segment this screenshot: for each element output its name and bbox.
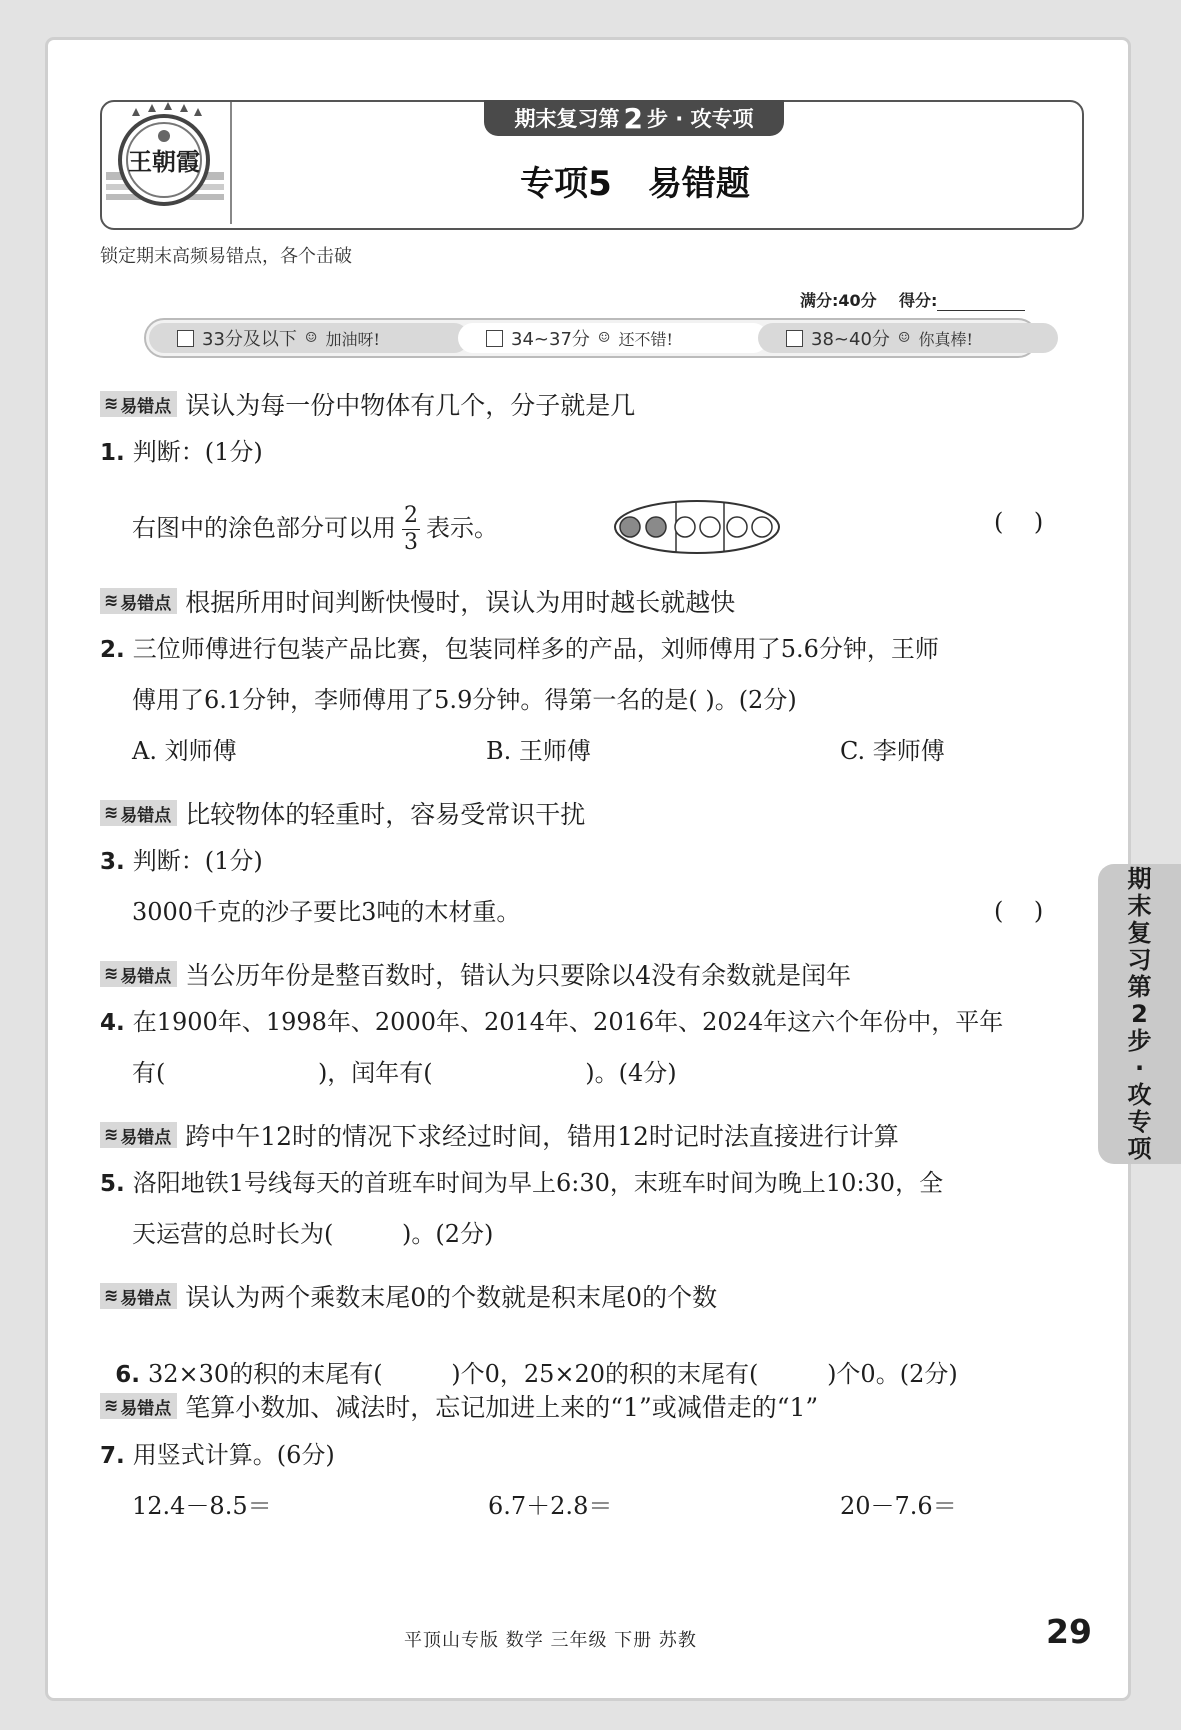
- tag-label: 易错点: [120, 1398, 172, 1419]
- footer-info: 平顶山专版 数学 三年级 下册 苏教: [404, 1630, 697, 1651]
- logo: [102, 102, 232, 224]
- full-score-label: 满分:40分: [800, 291, 877, 310]
- question-number: 7.: [100, 1443, 125, 1469]
- error-point-tag: [100, 588, 177, 614]
- side-tab-char: 第: [1127, 972, 1152, 1001]
- error-point-tag: [100, 961, 177, 987]
- empty-circle: [727, 517, 747, 537]
- tag-label: 易错点: [120, 805, 172, 826]
- tag-label: 易错点: [120, 966, 172, 987]
- calc-problem-3: 20－7.6＝: [840, 1492, 957, 1520]
- question-text: 表示。: [426, 514, 498, 542]
- error-point-tag: [100, 1122, 177, 1148]
- error-point-text: 笔算小数加、减法时，忘记加进上来的“1”或减借走的“1”: [185, 1393, 819, 1422]
- answer-paren[interactable]: ( ): [994, 508, 1044, 536]
- question-text: 用竖式计算。(6分): [132, 1441, 335, 1469]
- question-number: 2.: [100, 637, 125, 663]
- question-number: 1.: [100, 440, 125, 466]
- question-5-line2: 天运营的总时长为( )。(2分): [132, 1220, 494, 1248]
- fraction-denominator: 3: [404, 530, 418, 555]
- question-1-head: [100, 437, 263, 468]
- error-point-row: [100, 1278, 717, 1314]
- eval-range: 33分及以下: [202, 329, 297, 350]
- question-2-line2: 傅用了6.1分钟，李师傅用了5.9分钟。得第一名的是( )。(2分): [132, 686, 797, 714]
- calc-problem-2: 6.7＋2.8＝: [488, 1492, 613, 1520]
- answer-paren[interactable]: ( ): [994, 897, 1044, 925]
- logo-text: 王朝霞: [128, 147, 200, 176]
- question-2-line1: [100, 634, 939, 665]
- error-point-row: [100, 583, 735, 619]
- step-number: 2: [623, 101, 643, 135]
- error-point-text: 比较物体的轻重时，容易受常识干扰: [185, 800, 586, 829]
- error-point-text: 误认为两个乘数末尾0的个数就是积末尾0的个数: [185, 1283, 718, 1312]
- empty-circle: [752, 517, 772, 537]
- side-tab-char: 末: [1127, 891, 1152, 920]
- eval-note: 你真棒!: [918, 329, 973, 349]
- tag-label: 易错点: [120, 1288, 172, 1309]
- question-text: 在1900年、1998年、2000年、2014年、2016年、2024年这六个年份中，平年: [132, 1008, 1004, 1036]
- step-tab: [484, 100, 784, 136]
- fraction-numerator: 2: [404, 503, 418, 528]
- question-1-body: [132, 502, 498, 556]
- question-text: 32×30的积的末尾有( )个0，25×20的积的末尾有( )个0。(2分): [148, 1360, 958, 1388]
- error-point-row: [100, 1388, 818, 1424]
- error-point-row: [100, 795, 585, 831]
- question-6: [100, 1329, 958, 1390]
- wave-icon: ≋: [104, 964, 117, 984]
- error-point-tag: [100, 391, 177, 417]
- side-tab-char: 专: [1127, 1107, 1152, 1136]
- tag-label: 易错点: [120, 593, 172, 614]
- smile-face-icon: ☺: [597, 330, 611, 346]
- eval-note: 还不错!: [618, 329, 673, 349]
- smile-face-icon: ☺: [897, 330, 911, 346]
- question-number: 3.: [100, 849, 125, 875]
- oval-circles-figure: [612, 498, 782, 556]
- side-tab-char: 2: [1131, 999, 1148, 1028]
- error-point-text: 当公历年份是整百数时，错认为只要除以4没有余数就是闰年: [185, 961, 852, 990]
- wave-icon: ≋: [104, 1396, 117, 1416]
- checkbox[interactable]: [786, 330, 803, 347]
- wave-icon: ≋: [104, 1125, 117, 1145]
- question-text: 洛阳地铁1号线每天的首班车时间为早上6:30，末班车时间为晚上10:30，全: [132, 1169, 944, 1197]
- error-point-tag: [100, 1283, 177, 1309]
- evaluation-bar: [144, 318, 1038, 358]
- got-score-label: 得分:: [898, 291, 938, 310]
- step-prefix: 期末复习第: [514, 107, 620, 131]
- eval-note: 加油呀!: [325, 329, 380, 349]
- side-tab-char: 习: [1127, 945, 1152, 974]
- error-point-text: 误认为每一份中物体有几个，分子就是几: [185, 391, 636, 420]
- wave-icon: ≋: [104, 1286, 117, 1306]
- shaded-circle: [646, 517, 666, 537]
- side-tab-char: 期: [1127, 864, 1152, 893]
- wave-icon: ≋: [104, 591, 117, 611]
- eval-range: 38~40分: [811, 329, 890, 350]
- shaded-circle: [620, 517, 640, 537]
- fraction: [402, 503, 420, 556]
- question-number: 6.: [115, 1362, 141, 1388]
- eval-segment-1: [149, 323, 469, 353]
- error-point-tag: [100, 1393, 177, 1419]
- smile-face-icon: ☺: [304, 330, 318, 346]
- side-tab-char: 复: [1127, 918, 1152, 947]
- question-4-line2: 有( )，闰年有( )。(4分): [132, 1059, 677, 1087]
- error-point-row: [100, 1117, 899, 1153]
- question-number: 5.: [100, 1171, 125, 1197]
- question-3-head: [100, 846, 263, 877]
- error-point-text: 根据所用时间判断快慢时，误认为用时越长就越快: [185, 588, 736, 617]
- tag-label: 易错点: [120, 1127, 172, 1148]
- question-4-line1: [100, 1007, 1003, 1038]
- question-text: 判断：(1分): [132, 438, 263, 466]
- checkbox[interactable]: [486, 330, 503, 347]
- side-tab-char: 攻: [1127, 1080, 1152, 1109]
- option-b[interactable]: B. 王师傅: [486, 737, 591, 765]
- side-tab-char: ·: [1134, 1053, 1145, 1082]
- question-7-head: [100, 1440, 335, 1471]
- error-point-text: 跨中午12时的情况下求经过时间，错用12时记时法直接进行计算: [185, 1122, 899, 1151]
- step-suffix: 步 · 攻专项: [646, 107, 754, 131]
- question-text: 三位师傅进行包装产品比赛，包装同样多的产品，刘师傅用了5.6分钟，王师: [132, 635, 939, 663]
- wave-icon: ≋: [104, 803, 117, 823]
- wave-icon: ≋: [104, 394, 117, 414]
- subtitle: 锁定期末高频易错点，各个击破: [100, 246, 352, 267]
- page-number: 29: [1046, 1612, 1092, 1651]
- eval-segment-2: [458, 323, 768, 353]
- title-part2: 易错题: [647, 163, 750, 204]
- score-line: [800, 288, 1025, 311]
- eval-range: 34~37分: [511, 329, 590, 350]
- question-number: 4.: [100, 1010, 125, 1036]
- question-5-line1: [100, 1168, 943, 1199]
- score-blank[interactable]: [937, 294, 1025, 311]
- error-point-row: [100, 386, 635, 422]
- option-a[interactable]: A. 刘师傅: [132, 737, 237, 765]
- question-text: 右图中的涂色部分可以用: [132, 514, 396, 542]
- empty-circle: [675, 517, 695, 537]
- option-c[interactable]: C. 李师傅: [840, 737, 945, 765]
- error-point-row: [100, 956, 851, 992]
- side-tab: [1098, 864, 1181, 1164]
- empty-circle: [700, 517, 720, 537]
- question-text: 判断：(1分): [132, 847, 263, 875]
- eval-segment-3: [758, 323, 1058, 353]
- page-title: [420, 152, 850, 208]
- side-tab-char: 项: [1127, 1134, 1152, 1163]
- tag-label: 易错点: [120, 396, 172, 417]
- side-tab-char: 步: [1127, 1026, 1152, 1055]
- calc-problem-1: 12.4－8.5＝: [132, 1492, 272, 1520]
- checkbox[interactable]: [177, 330, 194, 347]
- title-part1: 专项5: [520, 163, 612, 204]
- question-3-body: 3000千克的沙子要比3吨的木材重。: [132, 898, 521, 926]
- error-point-tag: [100, 800, 177, 826]
